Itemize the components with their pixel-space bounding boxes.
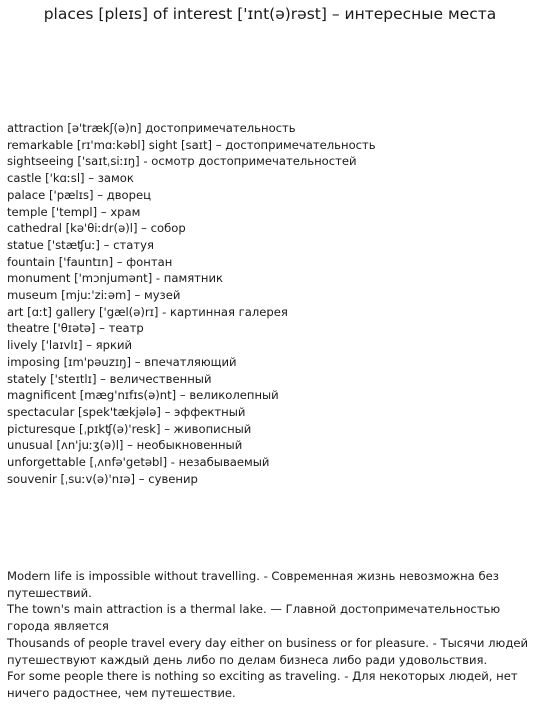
vocab-item: sightseeing ['saɪtˌsiːɪŋ] - осмотр достопримечательностей [7, 154, 357, 169]
vocab-item: unusual [ʌn'juːʒ(ə)l] – необыкновенный [7, 438, 243, 453]
vocab-item: cathedral [kə'θiːdr(ə)l] – собор [7, 221, 186, 236]
example-sentence: The town's main attraction is a thermal lake. — Главной достопримечательностью города является [7, 602, 501, 634]
vocab-item: castle ['kɑːsl] – замок [7, 171, 134, 186]
page-title: places [pleɪs] of interest ['ɪnt(ə)rəst] – интересные места [43, 5, 497, 23]
example-sentences [7, 568, 535, 702]
vocab-item: souvenir [ˌsuːv(ə)'nɪə] – сувенир [7, 471, 198, 486]
vocab-item: palace ['pælɪs] – дворец [7, 187, 152, 202]
vocab-item: statue ['stæʧuː] – статуя [7, 237, 154, 252]
vocab-item: spectacular [spek'tækjələ] – эффектный [7, 404, 246, 419]
vocab-item: museum [mjuː'ziːəm] – музей [7, 288, 181, 303]
vocabulary-list [7, 120, 535, 487]
vocab-item: remarkable [rɪ'mɑːkəbl] sight [saɪt] – достопримечательность [7, 137, 376, 152]
vocab-item: attraction [ə'trækʃ(ə)n] достопримечательность [7, 121, 296, 135]
vocab-item: monument ['mɔnjumənt] - памятник [7, 271, 224, 286]
vocab-item: magnificent [mæg'nɪfɪs(ə)nt] – великолепный [7, 388, 279, 403]
vocab-item: picturesque [ˌpɪkʧ(ə)'resk] – живописный [7, 421, 252, 436]
vocab-item: stately ['steɪtlɪ] – величественный [7, 371, 212, 386]
vocab-item: temple ['templ] – храм [7, 204, 141, 219]
vocab-item: art [ɑːt] gallery ['gæl(ə)rɪ] - картинная галерея [7, 304, 288, 319]
example-sentence: Modern life is impossible without travelling. - Современная жизнь невозможна без путешествий. [7, 569, 499, 600]
example-sentence: For some people there is nothing so exciting as traveling. - Для некоторых людей, нет ничего радостнее, чем путешествие. [7, 669, 518, 700]
vocab-item: theatre ['θɪətə] – театр [7, 321, 144, 336]
vocab-item: fountain ['fauntɪn] – фонтан [7, 254, 173, 269]
vocab-item: unforgettable [ˌʌnfə'getəbl] - незабываемый [7, 455, 270, 470]
vocab-item: imposing [ɪm'pəuzɪŋ] – впечатляющий [7, 354, 237, 369]
vocab-item: lively ['laɪvlɪ] – яркий [7, 338, 133, 353]
example-sentence: Thousands of people travel every day either on business or for pleasure. - Тысячи людей путешествуют каждый день либо по делам бизнеса либо ради удовольствия. [7, 635, 529, 667]
